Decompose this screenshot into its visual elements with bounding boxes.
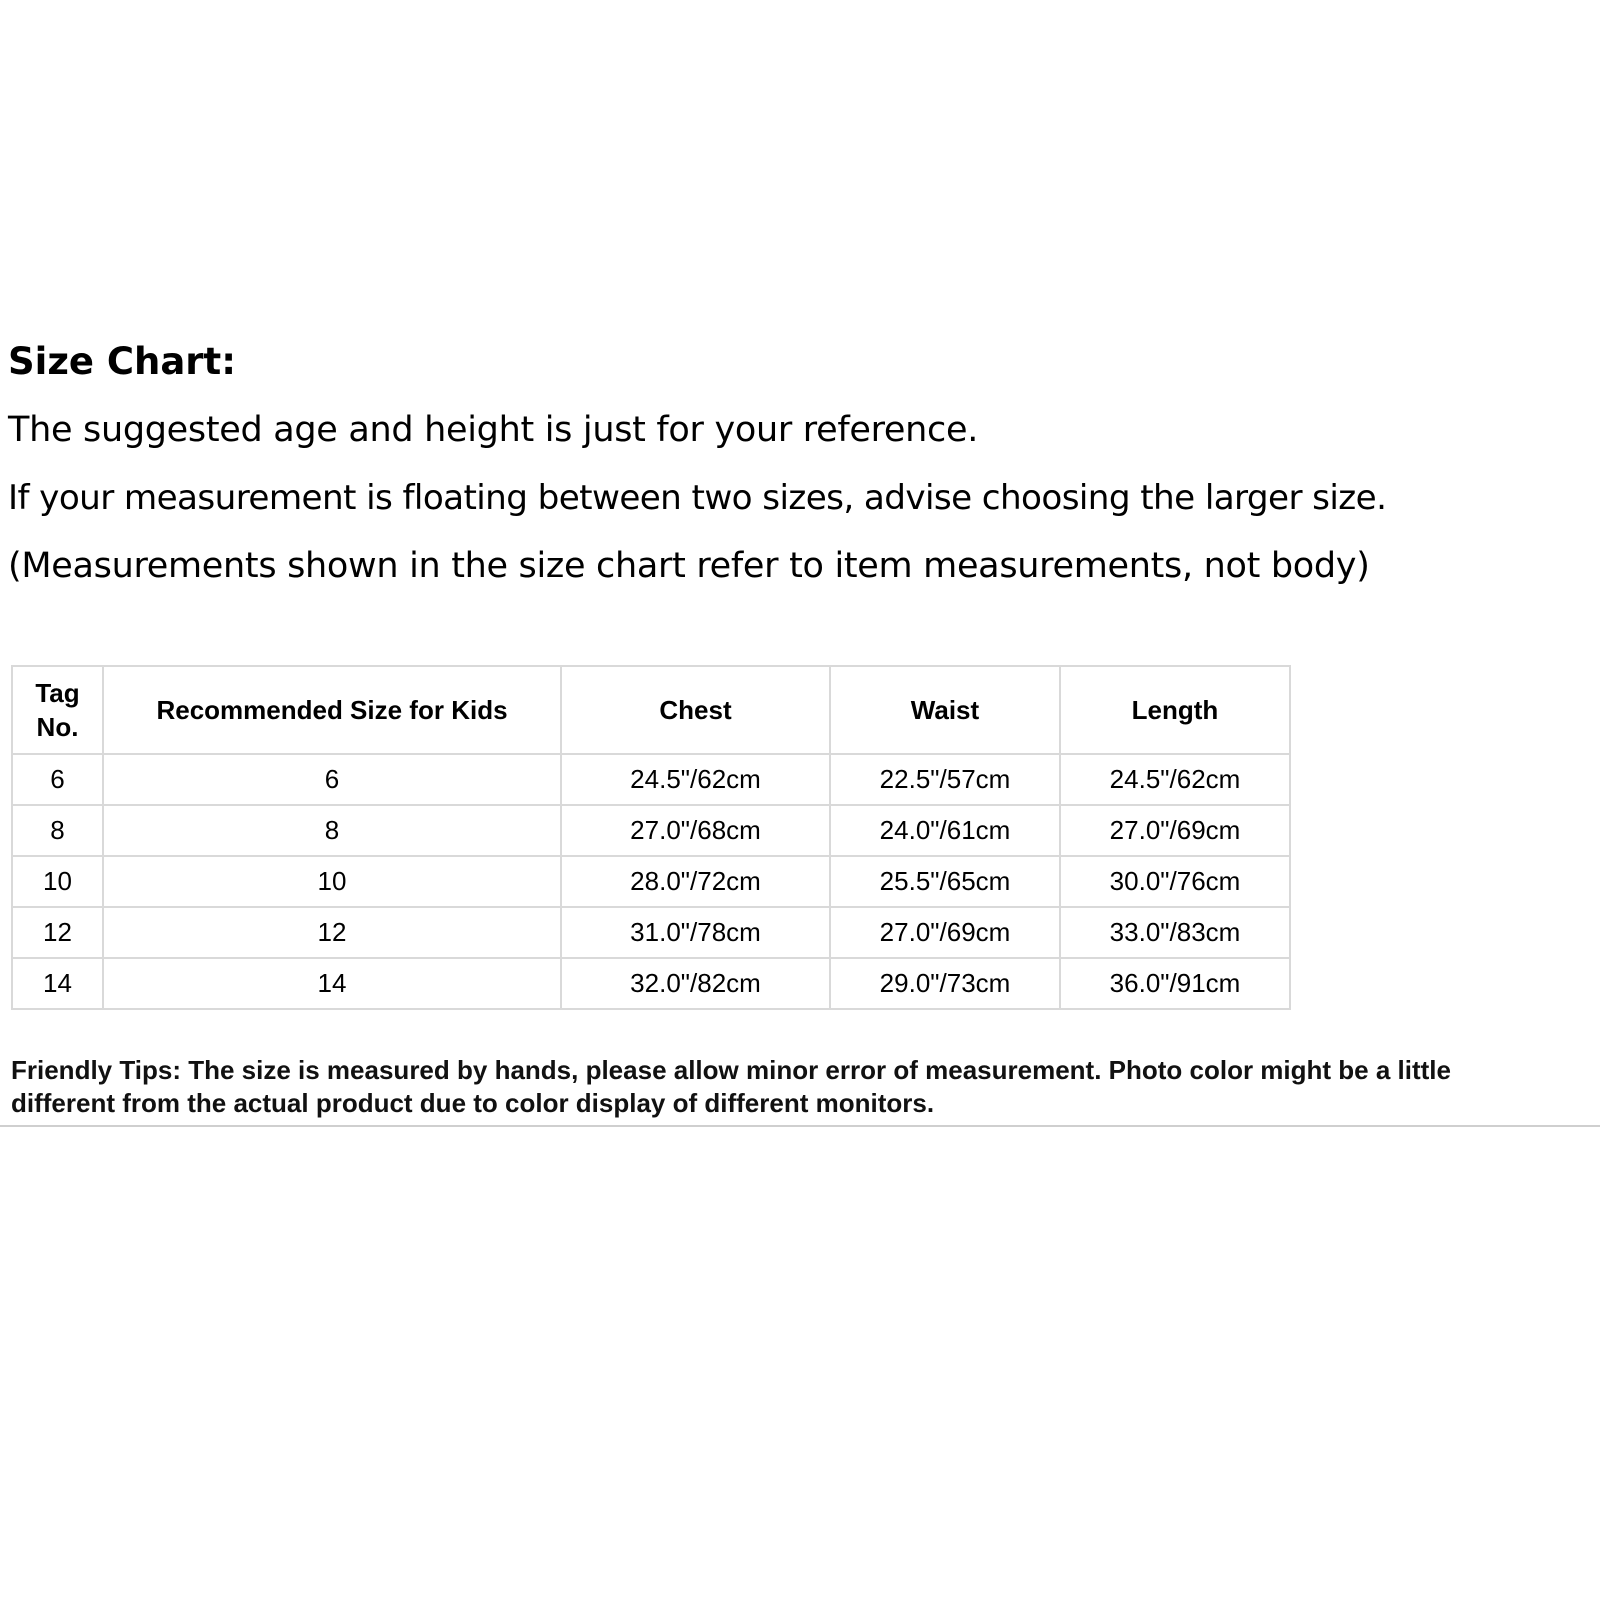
reference-note: The suggested age and height is just for your reference.	[8, 410, 979, 450]
cell-chest: 32.0"/82cm	[561, 958, 830, 1009]
cell-chest: 28.0"/72cm	[561, 856, 830, 907]
cell-length: 33.0"/83cm	[1060, 907, 1290, 958]
cell-waist: 29.0"/73cm	[830, 958, 1060, 1009]
size-chart-intro	[8, 336, 1600, 600]
table-header-row	[12, 666, 1290, 754]
friendly-tips-line-1: Friendly Tips: The size is measured by hands, please allow minor error of measurement. Photo color might be a little	[11, 1055, 1451, 1085]
measurement-note: (Measurements shown in the size chart refer to item measurements, not body)	[8, 546, 1370, 586]
cell-tag: 10	[12, 856, 103, 907]
cell-length: 36.0"/91cm	[1060, 958, 1290, 1009]
cell-recommended: 8	[103, 805, 561, 856]
cell-recommended: 12	[103, 907, 561, 958]
table-row	[12, 907, 1290, 958]
cell-length: 30.0"/76cm	[1060, 856, 1290, 907]
cell-length: 24.5"/62cm	[1060, 754, 1290, 805]
header-waist: Waist	[830, 666, 1060, 754]
cell-tag: 8	[12, 805, 103, 856]
cell-recommended: 6	[103, 754, 561, 805]
cell-waist: 27.0"/69cm	[830, 907, 1060, 958]
size-table	[11, 665, 1291, 1010]
friendly-tips	[11, 1054, 1600, 1120]
header-chest: Chest	[561, 666, 830, 754]
cell-tag: 6	[12, 754, 103, 805]
cell-waist: 24.0"/61cm	[830, 805, 1060, 856]
cell-chest: 24.5"/62cm	[561, 754, 830, 805]
cell-waist: 22.5"/57cm	[830, 754, 1060, 805]
divider	[0, 1125, 1600, 1127]
header-tag-no: Tag No.	[12, 666, 103, 754]
sizing-advice: If your measurement is floating between two sizes, advise choosing the larger size.	[8, 478, 1387, 518]
table-row	[12, 958, 1290, 1009]
friendly-tips-line-2: different from the actual product due to color display of different monitors.	[11, 1088, 935, 1118]
cell-recommended: 14	[103, 958, 561, 1009]
table-row	[12, 856, 1290, 907]
table-row	[12, 805, 1290, 856]
cell-chest: 27.0"/68cm	[561, 805, 830, 856]
table-row	[12, 754, 1290, 805]
header-recommended-size: Recommended Size for Kids	[103, 666, 561, 754]
cell-tag: 14	[12, 958, 103, 1009]
cell-waist: 25.5"/65cm	[830, 856, 1060, 907]
cell-tag: 12	[12, 907, 103, 958]
header-length: Length	[1060, 666, 1290, 754]
cell-chest: 31.0"/78cm	[561, 907, 830, 958]
size-chart-heading: Size Chart:	[8, 340, 237, 383]
cell-length: 27.0"/69cm	[1060, 805, 1290, 856]
cell-recommended: 10	[103, 856, 561, 907]
